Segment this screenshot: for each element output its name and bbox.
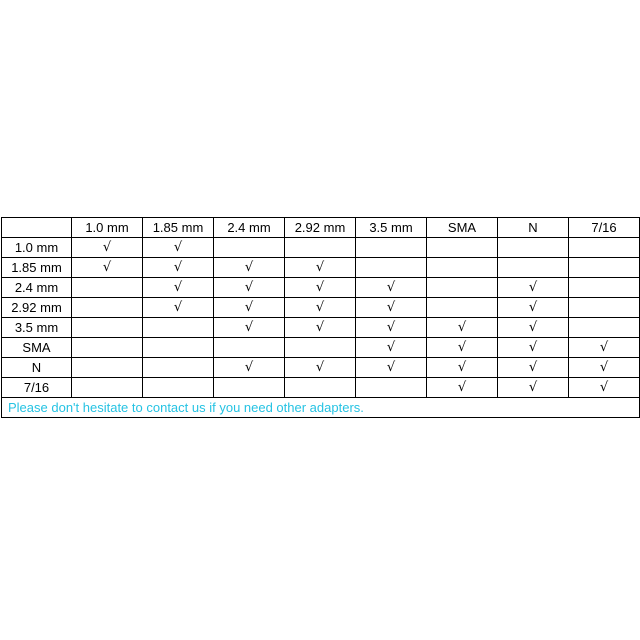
empty-cell [285, 238, 356, 258]
empty-cell [498, 238, 569, 258]
empty-cell [143, 318, 214, 338]
compatible-check-mark: √ [569, 378, 640, 398]
row-header: 3.5 mm [2, 318, 72, 338]
table-row [2, 258, 640, 278]
column-header: 3.5 mm [356, 218, 427, 238]
empty-cell [285, 378, 356, 398]
empty-cell [569, 278, 640, 298]
table-row [2, 358, 640, 378]
column-header: 2.92 mm [285, 218, 356, 238]
table-row [2, 238, 640, 258]
corner-cell [2, 218, 72, 238]
row-header: 1.0 mm [2, 238, 72, 258]
compatible-check-mark: √ [72, 258, 143, 278]
compatible-check-mark: √ [72, 238, 143, 258]
table-row [2, 378, 640, 398]
empty-cell [569, 238, 640, 258]
empty-cell [214, 378, 285, 398]
empty-cell [72, 338, 143, 358]
table-body [2, 238, 640, 398]
empty-cell [143, 338, 214, 358]
compatible-check-mark: √ [356, 318, 427, 338]
empty-cell [356, 378, 427, 398]
compatible-check-mark: √ [214, 298, 285, 318]
compatible-check-mark: √ [356, 278, 427, 298]
row-header: 2.92 mm [2, 298, 72, 318]
column-header: 7/16 [569, 218, 640, 238]
compatible-check-mark: √ [498, 318, 569, 338]
empty-cell [427, 258, 498, 278]
compatible-check-mark: √ [285, 298, 356, 318]
compatible-check-mark: √ [569, 358, 640, 378]
compatible-check-mark: √ [214, 278, 285, 298]
table-row [2, 318, 640, 338]
compatible-check-mark: √ [143, 238, 214, 258]
empty-cell [498, 258, 569, 278]
compatible-check-mark: √ [356, 298, 427, 318]
compatible-check-mark: √ [143, 258, 214, 278]
empty-cell [214, 338, 285, 358]
empty-cell [569, 298, 640, 318]
column-header: SMA [427, 218, 498, 238]
table-row [2, 338, 640, 358]
compatible-check-mark: √ [427, 358, 498, 378]
compatible-check-mark: √ [214, 358, 285, 378]
empty-cell [72, 318, 143, 338]
empty-cell [214, 238, 285, 258]
compatible-check-mark: √ [143, 278, 214, 298]
column-header: N [498, 218, 569, 238]
column-header: 2.4 mm [214, 218, 285, 238]
compatible-check-mark: √ [498, 298, 569, 318]
compatible-check-mark: √ [498, 278, 569, 298]
compatible-check-mark: √ [214, 318, 285, 338]
empty-cell [285, 338, 356, 358]
row-header: 2.4 mm [2, 278, 72, 298]
column-header: 1.0 mm [72, 218, 143, 238]
empty-cell [427, 238, 498, 258]
compatible-check-mark: √ [214, 258, 285, 278]
compatible-check-mark: √ [498, 338, 569, 358]
note-row [2, 398, 640, 418]
empty-cell [569, 318, 640, 338]
compatible-check-mark: √ [427, 318, 498, 338]
empty-cell [72, 358, 143, 378]
row-header: 1.85 mm [2, 258, 72, 278]
column-header: 1.85 mm [143, 218, 214, 238]
empty-cell [427, 298, 498, 318]
empty-cell [143, 358, 214, 378]
compatible-check-mark: √ [356, 338, 427, 358]
empty-cell [72, 378, 143, 398]
empty-cell [143, 378, 214, 398]
compatible-check-mark: √ [285, 318, 356, 338]
compatible-check-mark: √ [427, 338, 498, 358]
compatible-check-mark: √ [143, 298, 214, 318]
header-row [2, 218, 640, 238]
empty-cell [356, 238, 427, 258]
row-header: N [2, 358, 72, 378]
compatible-check-mark: √ [285, 358, 356, 378]
compatible-check-mark: √ [427, 378, 498, 398]
compatible-check-mark: √ [498, 358, 569, 378]
compatible-check-mark: √ [356, 358, 427, 378]
contact-note: Please don't hesitate to contact us if you need other adapters. [2, 398, 640, 418]
compatible-check-mark: √ [498, 378, 569, 398]
row-header: SMA [2, 338, 72, 358]
compatible-check-mark: √ [569, 338, 640, 358]
table-row [2, 278, 640, 298]
row-header: 7/16 [2, 378, 72, 398]
table-row [2, 298, 640, 318]
empty-cell [72, 298, 143, 318]
empty-cell [356, 258, 427, 278]
compatible-check-mark: √ [285, 278, 356, 298]
empty-cell [72, 278, 143, 298]
empty-cell [427, 278, 498, 298]
empty-cell [569, 258, 640, 278]
compatible-check-mark: √ [285, 258, 356, 278]
adapter-compatibility-table [1, 217, 640, 418]
